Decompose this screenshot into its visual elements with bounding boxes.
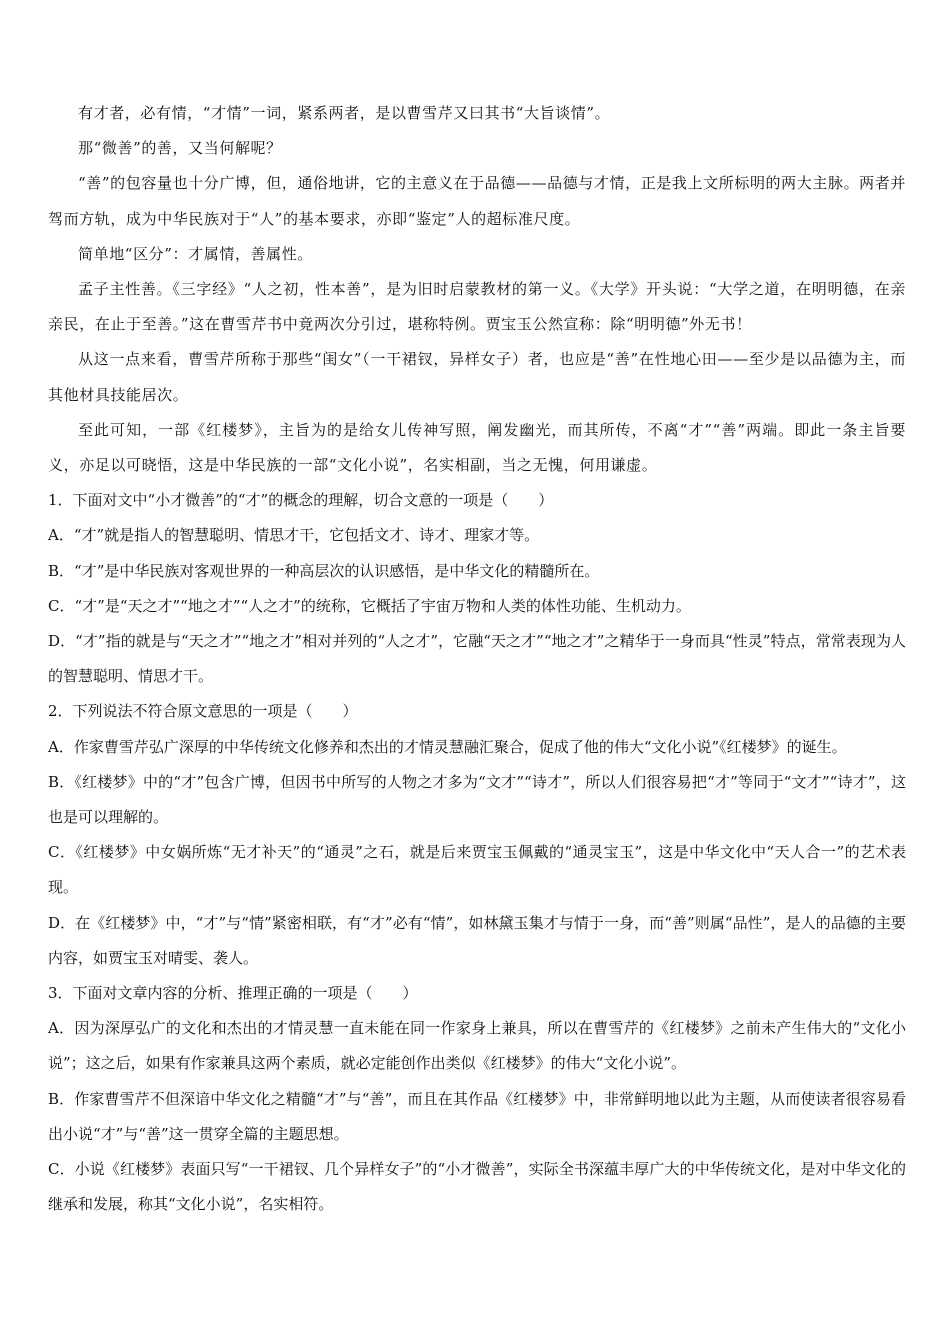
- question-1: [48, 483, 906, 694]
- answer-option: A．“才”就是指人的智慧聪明、情思才干，它包括文才、诗才、理家才等。: [48, 526, 540, 545]
- answer-option: B．作家曹雪芹不但深谙中华文化之精髓“才”与“善”，而且在其作品《红楼梦》中，非常鲜明地以此为主题，从而使读者很容易看出小说“才”与“善”这一贯穿全篇的主题思想。: [48, 1089, 906, 1143]
- answer-option: C．小说《红楼梦》表面只写“一干裙钗、几个异样女子”的“小才微善”，实际全书深蕴丰厚广大的中华传统文化，是对中华文化的继承和发展，称其“文化小说”，名实相符。: [48, 1160, 906, 1214]
- passage-paragraph: 孟子主性善。《三字经》“人之初，性本善”，是为旧时启蒙教材的第一义。《大学》开头说：“大学之道，在明明德，在亲亲民，在止于至善。”这在曹雪芹书中竟两次分引过，堪称特例。贾宝玉公然宣称：除“明明德”外无书！: [48, 280, 906, 334]
- passage-paragraph: 至此可知，一部《红楼梦》，主旨为的是给女儿传神写照，阐发幽光，而其所传，不离“才”“善”两端。即此一条主旨要义，亦足以可晓悟，这是中华民族的一部“文化小说”，名实相副，当之无愧，何用谦虚。: [48, 420, 906, 475]
- answer-option: A．作家曹雪芹弘广深厚的中华传统文化修养和杰出的才情灵慧融汇聚合，促成了他的伟大“文化小说”《红楼梦》的诞生。: [48, 737, 847, 756]
- passage: [48, 96, 906, 483]
- document-page: [48, 96, 906, 1223]
- answer-option: A．因为深厚弘广的文化和杰出的才情灵慧一直未能在同一作家身上兼具，所以在曹雪芹的《红楼梦》之前未产生伟大的“文化小说”；这之后，如果有作家兼具这两个素质，就必定能创作出类似《红楼梦》的伟大“文化小说”。: [48, 1019, 906, 1073]
- question-stem: 2．下列说法不符合原文意思的一项是（ ）: [48, 702, 358, 721]
- answer-option: B．《红楼梦》中的“才”包含广博，但因书中所写的人物之才多为“文才”“诗才”，所以人们很容易把“才”等同于“文才”“诗才”，这也是可以理解的。: [48, 772, 906, 827]
- question-3: [48, 976, 906, 1222]
- passage-paragraph: 从这一点来看，曹雪芹所称于那些“闺女”（一干裙钗，异样女子）者，也应是“善”在性地心田——至少是以品德为主，而其他材具技能居次。: [48, 350, 906, 404]
- question-stem: 3．下面对文章内容的分析、推理正确的一项是（ ）: [48, 984, 418, 1003]
- question-2: [48, 694, 906, 976]
- passage-paragraph: “善”的包容量也十分广博，但，通俗地讲，它的主意义在于品德——品德与才情，正是我上文所标明的两大主脉。两者并驾而方轨，成为中华民族对于“人”的基本要求，亦即“鉴定”人的超标准尺度。: [48, 174, 906, 228]
- passage-paragraph: 有才者，必有情，“才情”一词，紧系两者，是以曹雪芹又曰其书“大旨谈情”。: [78, 104, 611, 122]
- passage-paragraph: 简单地“区分”：才属情，善属性。: [78, 244, 313, 263]
- passage-paragraph: 那“微善”的善，又当何解呢？: [78, 139, 282, 158]
- question-stem: 1．下面对文中“小才微善”的“才”的概念的理解，切合文意的一项是（ ）: [48, 491, 554, 510]
- answer-option: B．“才”是中华民族对客观世界的一种高层次的认识感悟，是中华文化的精髓所在。: [48, 561, 600, 580]
- answer-option: C．《红楼梦》中女娲所炼“无才补天”的“通灵”之石，就是后来贾宝玉佩戴的“通灵宝玉”，这是中华文化中“天人合一”的艺术表现。: [48, 843, 906, 897]
- answer-option: D．“才”指的就是与“天之才”“地之才”相对并列的“人之才”，它融“天之才”“地之才”之精华于一身而具“性灵”特点，常常表现为人的智慧聪明、情思才干。: [48, 632, 906, 686]
- answer-option: D．在《红楼梦》中，“才”与“情”紧密相联，有“才”必有“情”，如林黛玉集才与情于一身，而“善”则属“品性”，是人的品德的主要内容，如贾宝玉对晴雯、袭人。: [48, 913, 906, 967]
- answer-option: C．“才”是“天之才”“地之才”“人之才”的统称，它概括了宇宙万物和人类的体性功能、生机动力。: [48, 596, 691, 615]
